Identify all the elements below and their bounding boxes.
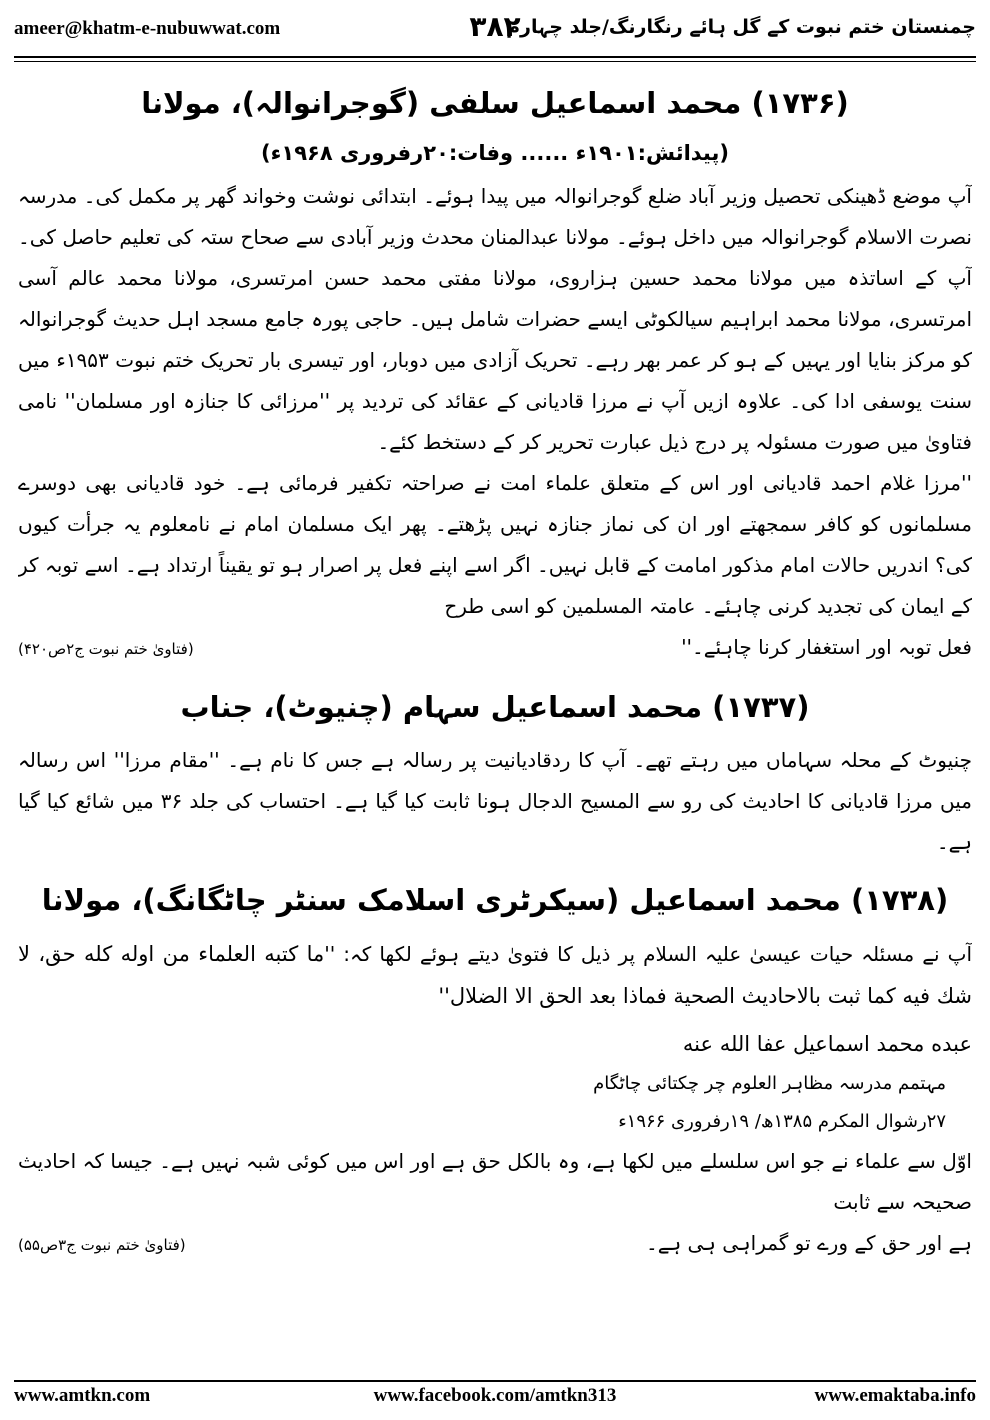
fatwa-intro <box>18 933 972 1017</box>
page-number: ۳۸۲ <box>469 10 521 43</box>
signature-name: عبده محمد اسماعيل عفا الله عنه <box>682 1032 972 1056</box>
page-header <box>14 10 976 50</box>
translation-end-text: ہے اور حق کے ورے تو گمراہی ہی ہے۔ <box>646 1231 972 1255</box>
birth-death-dates: (پیدائش:۱۹۰۱ء ...... وفات:۲۰رفروری ۱۹۶۸ء) <box>261 141 729 165</box>
footer-facebook-link[interactable]: www.facebook.com/amtkn313 <box>373 1385 617 1406</box>
header-email-link[interactable]: ameer@khatm-e-nubuwwat.com <box>14 18 281 39</box>
arabic-fatwa-text: ما كتبه العلماء من اوله كله حق، لا شك فيه كما ثبت بالاحاديث الصحية فماذا بعد الحق الا الضلال'' <box>18 942 972 1008</box>
fatwa-intro-text: آپ نے مسئلہ حیات عیسیٰ علیہ السلام پر ذیل کا فتویٰ دیتے ہوئے لکھا کہ: '' <box>324 942 972 966</box>
page-footer <box>14 1385 976 1415</box>
section-heading-1738: (۱۷۳۸) محمد اسماعیل (سیکرٹری اسلامک سنٹر چاٹگانگ)، مولانا <box>41 883 949 917</box>
translation-closing-row <box>18 1223 972 1266</box>
book-title: چمنستان ختم نبوت کے گل ہائے رنگارنگ/جلد چہارم <box>506 16 976 38</box>
header-divider <box>14 56 976 62</box>
reference-citation: (فتاویٰ ختم نبوت ج۲ص۴۲۰) <box>18 640 194 658</box>
biography-paragraph: چنیوٹ کے محلہ سہاماں میں رہتے تھے۔ آپ کا ردقادیانیت پر رسالہ ہے جس کا نام ہے۔ ''مقام مرزا'' اس رسالہ میں مرزا قادیانی کا احادیث کی رو سے المسیح الدجال ہونا ثابت کیا گیا ہے۔ احتساب کی جلد ۳۶ میں شائع کیا گیا ہے۔ <box>18 748 972 854</box>
section-heading-1736: (۱۷۳۶) محمد اسماعیل سلفی (گوجرانوالہ)، مولانا <box>141 86 849 120</box>
quote-closing-row <box>18 627 972 670</box>
footer-emaktaba-link[interactable]: www.emaktaba.info <box>814 1385 976 1406</box>
footer-website-link[interactable]: www.amtkn.com <box>14 1385 151 1406</box>
signature-title: مہتمم مدرسہ مظاہر العلوم چر چکتائی چاٹگام <box>593 1073 946 1094</box>
signature-date: ۲۷رشوال المکرم ۱۳۸۵ھ/ ۱۹رفروری ۱۹۶۶ء <box>618 1111 946 1132</box>
footer-divider <box>14 1380 976 1382</box>
fatwa-quote: ''مرزا غلام احمد قادیانی اور اس کے متعلق علماء امت نے صراحتہ تکفیر فرمائی ہے۔ خود قادیانی بھی دوسرے مسلمانوں کو کافر سمجھتے اور ان کی نماز جنازہ نہیں پڑھتے۔ پھر ایک مسلمان امام نے نامعلوم یہ جرأت کیوں کی؟ اندریں حالات امام مذکور امامت کے قابل نہیں۔ اگر اسے اپنے فعل پر اصرار ہو تو یقیناً ارتداد ہے۔ اسے توبہ کر کے ایمان کی تجدید کرنی چاہئے۔ عامتہ المسلمین کو اسی طرح <box>18 471 972 618</box>
biography-paragraph: آپ موضع ڈھینکی تحصیل وزیر آباد ضلع گوجرانوالہ میں پیدا ہوئے۔ ابتدائی نوشت وخواند گھر پر مکمل کی۔ مدرسہ نصرت الاسلام گوجرانوالہ میں داخل ہوئے۔ مولانا عبدالمنان محدث وزیر آبادی سے صحاح ستہ کی تعلیم حاصل کی۔ آپ کے اساتذہ میں مولانا محمد حسین ہزاروی، مولانا مفتی محمد حسن امرتسری، مولانا محمد عالم آسی امرتسری، مولانا محمد ابراہیم سیالکوٹی ایسے حضرات شامل ہیں۔ حاجی پورہ جامع مسجد اہل حدیث گوجرانوالہ کو مرکز بنایا اور یہیں کے ہو کر عمر بھر رہے۔ تحریک آزادی میں دوبار، اور تیسری بار تحریک ختم نبوت ۱۹۵۳ء میں سنت یوسفی ادا کی۔ علاوہ ازیں آپ نے مرزا قادیانی کے عقائد کی تردید پر ''مرزائی کا جنازہ اور مسلمان'' نامی فتاویٰ میں صورت مسئولہ پر درج ذیل عبارت تحریر کر کے دستخط کئے۔ <box>18 184 972 454</box>
page-content <box>18 66 972 1374</box>
section-heading-1737: (۱۷۳۷) محمد اسماعیل سہام (چنیوٹ)، جناب <box>180 690 810 724</box>
reference-citation: (فتاویٰ ختم نبوت ج۳ص۵۵) <box>18 1236 186 1254</box>
quote-end-text: فعل توبہ اور استغفار کرنا چاہئے۔'' <box>681 635 972 659</box>
translation-paragraph: اوّل سے علماء نے جو اس سلسلے میں لکھا ہے، وہ بالکل حق ہے اور اس میں کوئی شبہ نہیں ہے۔ جیسا کہ احادیث صحیحہ سے ثابت <box>18 1149 972 1214</box>
